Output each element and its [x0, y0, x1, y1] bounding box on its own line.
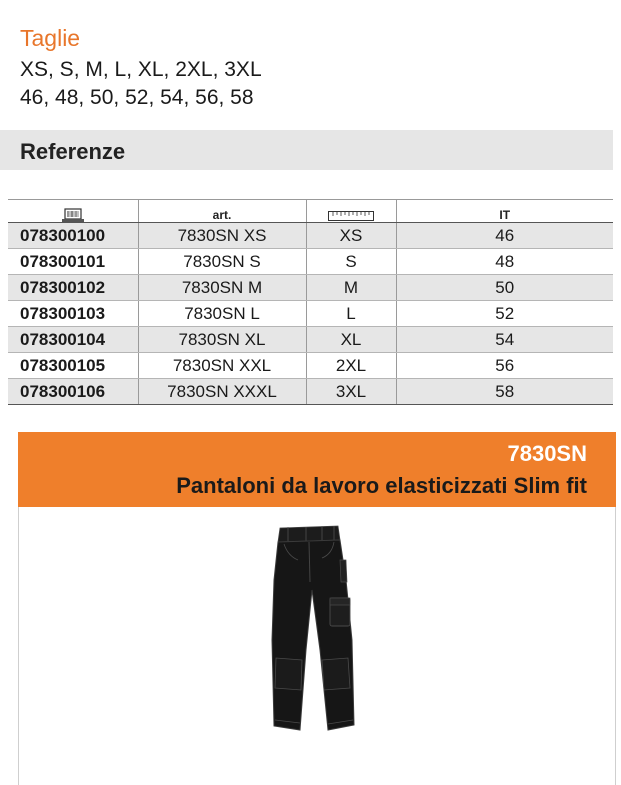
it-column-header: IT	[396, 200, 613, 223]
table-row	[8, 275, 613, 301]
row-art: 7830SN L	[138, 301, 306, 327]
measuring-tape-icon	[328, 210, 374, 222]
table-header-row	[8, 200, 613, 223]
row-code: 078300104	[8, 327, 138, 353]
code-column-header	[8, 200, 138, 223]
row-code: 078300101	[8, 249, 138, 275]
references-table	[8, 199, 613, 405]
size-column-header	[306, 200, 396, 223]
table-row	[8, 301, 613, 327]
references-title: Referenze	[20, 139, 126, 164]
table-row	[8, 249, 613, 275]
product-code: 7830SN	[507, 441, 587, 466]
row-size: XS	[306, 223, 396, 249]
row-size: S	[306, 249, 396, 275]
row-it: 46	[396, 223, 613, 249]
row-code: 078300102	[8, 275, 138, 301]
row-it: 50	[396, 275, 613, 301]
row-it: 56	[396, 353, 613, 379]
row-size: 3XL	[306, 379, 396, 405]
table-row	[8, 379, 613, 405]
row-art: 7830SN M	[138, 275, 306, 301]
row-art: 7830SN XS	[138, 223, 306, 249]
row-it: 48	[396, 249, 613, 275]
product-name: Pantaloni da lavoro elasticizzati Slim fit	[176, 473, 587, 498]
row-art: 7830SN S	[138, 249, 306, 275]
row-code: 078300106	[8, 379, 138, 405]
row-it: 54	[396, 327, 613, 353]
row-code: 078300105	[8, 353, 138, 379]
row-code: 078300103	[8, 301, 138, 327]
row-size: 2XL	[306, 353, 396, 379]
sizes-numbers: 46, 48, 50, 52, 54, 56, 58	[20, 86, 254, 109]
package-barcode-icon	[62, 208, 84, 222]
row-code: 078300100	[8, 223, 138, 249]
row-art: 7830SN XXL	[138, 353, 306, 379]
sizes-letters: XS, S, M, L, XL, 2XL, 3XL	[20, 58, 262, 81]
table-row	[8, 327, 613, 353]
table-row	[8, 223, 613, 249]
row-art: 7830SN XL	[138, 327, 306, 353]
row-size: M	[306, 275, 396, 301]
row-it: 52	[396, 301, 613, 327]
row-it: 58	[396, 379, 613, 405]
sizes-title: Taglie	[20, 25, 81, 51]
work-trousers-image	[248, 520, 378, 740]
art-column-header: art.	[138, 200, 306, 223]
row-size: XL	[306, 327, 396, 353]
row-art: 7830SN XXXL	[138, 379, 306, 405]
table-row	[8, 353, 613, 379]
row-size: L	[306, 301, 396, 327]
